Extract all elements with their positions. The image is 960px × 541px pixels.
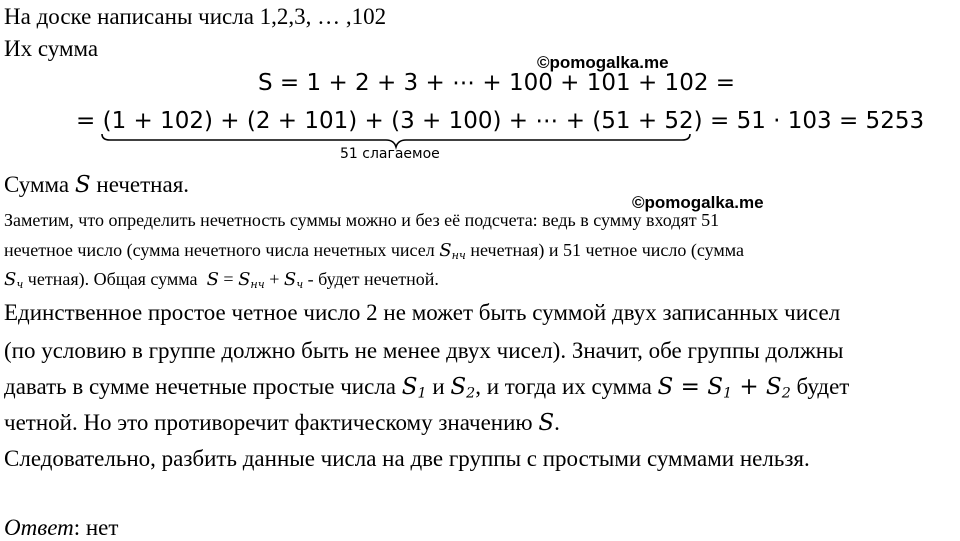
odd-suffix: нечетная. <box>96 172 190 197</box>
equation-2 <box>76 108 924 134</box>
sub-2: 2 <box>466 385 476 402</box>
eq-plus-s: + S <box>739 374 782 400</box>
paragraph-line-2: (по условию в группе должно быть не менее двух чисел). Значит, обе группы должны <box>4 338 844 363</box>
paragraph-line-3 <box>4 374 849 400</box>
intro-line: На доске написаны числа 1,2,3, … ,102 <box>4 4 387 29</box>
note-line-1: Заметим, что определить нечетность суммы можно и без её подсчета: ведь в сумму входят 51 <box>4 210 720 230</box>
var-s: S <box>4 269 17 290</box>
note-3a: четная). Общая сумма <box>27 269 198 289</box>
p3-a: давать в сумме нечетные простые числа <box>4 374 396 399</box>
p3-and: и <box>432 374 445 399</box>
sub-nch: нч <box>250 277 265 291</box>
var-s: S <box>450 374 467 400</box>
note-line-3 <box>4 269 439 290</box>
var-s: S <box>439 240 452 261</box>
eq-s: S <box>206 269 219 290</box>
p3-c: будет <box>796 374 850 399</box>
sub-nch: нч <box>451 248 466 262</box>
eq-plus: + <box>269 269 280 289</box>
odd-prefix: Сумма <box>4 172 70 197</box>
sub-1: 1 <box>417 385 427 402</box>
eq-equals: = <box>223 269 234 289</box>
sum-label: Их сумма <box>4 36 99 61</box>
odd-sum-line <box>4 172 189 198</box>
note-line-2 <box>4 240 744 261</box>
equation-2-prefix: = <box>76 108 96 134</box>
p3-s2 <box>450 374 475 400</box>
watermark: ©pomogalka.me <box>537 53 669 72</box>
eq-s-nch <box>238 269 265 290</box>
eq-s-equals: S = S <box>657 374 723 400</box>
p3-eq <box>658 374 791 400</box>
note-3-var <box>4 269 23 290</box>
equation-2-suffix: = 51 ⋅ 103 = 5253 <box>709 108 925 134</box>
watermark-2: ©pomogalka.me <box>632 193 764 212</box>
answer-text: : нет <box>73 515 119 540</box>
underbrace-label: 51 слагаемое <box>340 146 440 162</box>
note-3b: - будет нечетной. <box>307 269 439 289</box>
p4-dot: . <box>554 410 560 435</box>
odd-var: S <box>74 172 91 198</box>
p3-b: , и тогда их сумма <box>475 374 652 399</box>
p3-s1 <box>402 374 427 400</box>
answer-label: Ответ <box>4 515 74 540</box>
note-2b: нечетная) и 51 четное число (сумма <box>470 240 745 260</box>
equation-2-group: (1 + 102) + (2 + 101) + (3 + 100) + ⋯ + (51 + 52) <box>102 108 703 134</box>
conclusion-line: Следовательно, разбить данные числа на две группы с простыми суммами нельзя. <box>4 446 810 471</box>
paragraph-line-1: Единственное простое четное число 2 не может быть суммой двух записанных чисел <box>4 300 841 325</box>
sub-ch: ч <box>296 277 304 291</box>
p4-s: S <box>538 410 555 436</box>
paragraph-line-4 <box>4 410 560 436</box>
sub-1: 1 <box>722 385 733 402</box>
var-s: S <box>238 269 251 290</box>
eq-s-ch <box>284 269 303 290</box>
note-2-var <box>439 240 466 261</box>
answer-line <box>4 515 118 541</box>
note-2a: нечетное число (сумма нечетного числа нечетных чисел <box>4 240 435 260</box>
sub-2: 2 <box>781 385 791 402</box>
p4-a: четной. Но это противоречит фактическому значению <box>4 410 533 435</box>
equation-1 <box>258 70 735 96</box>
var-s: S <box>401 374 418 400</box>
sub-ch: ч <box>16 277 24 291</box>
var-s: S <box>283 269 297 290</box>
equation-1-text: S = 1 + 2 + 3 + ⋯ + 100 + 101 + 102 = <box>258 70 736 96</box>
